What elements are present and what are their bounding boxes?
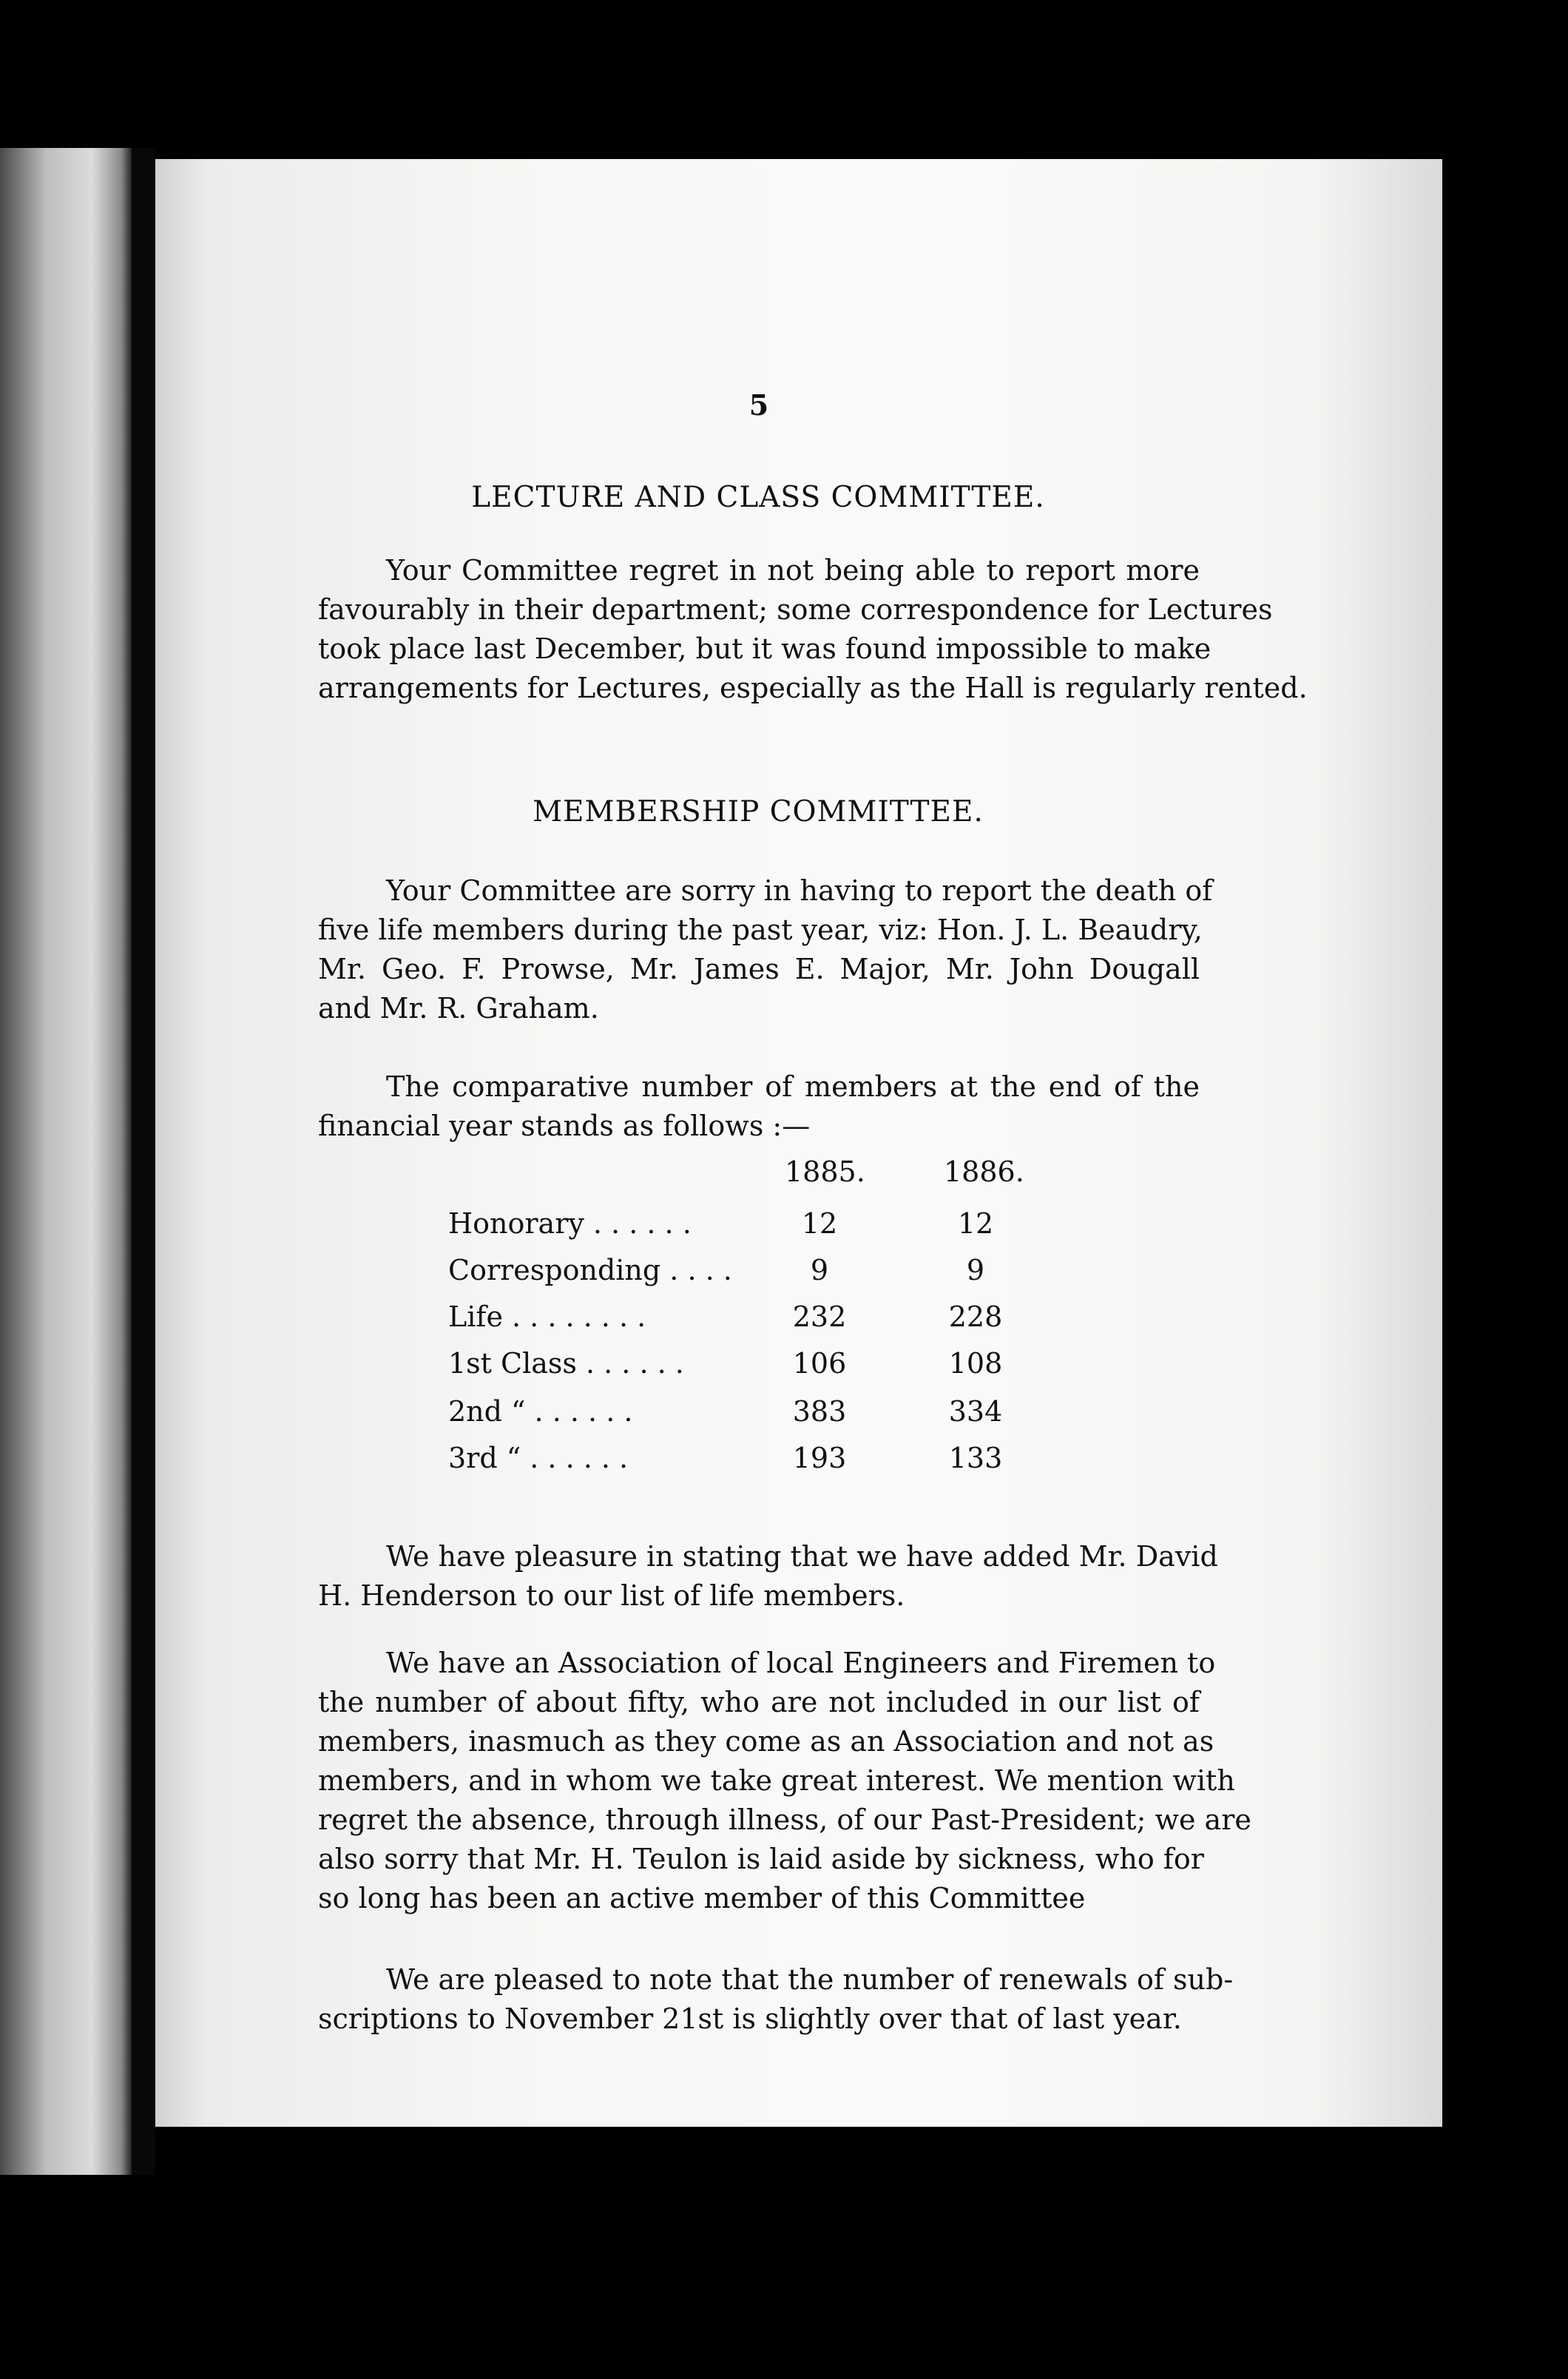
paragraph-line: Your Committee are sorry in having to report the death of: [386, 874, 1213, 907]
page-number: 5: [748, 388, 769, 422]
lecture-heading: LECTURE AND CLASS COMMITTEE.: [471, 481, 1045, 514]
paragraph-line: members, inasmuch as they come as an Association and not as: [318, 1725, 1214, 1758]
paragraph-line: five life members during the past year, viz: Hon. J. L. Beaudry,: [318, 914, 1203, 946]
table-row: [448, 1442, 1114, 1486]
table-row: [448, 1254, 1114, 1298]
row-label: 3rd “ . . . . . .: [448, 1442, 629, 1474]
paragraph-line: regret the absence, through illness, of our Past-President; we are: [318, 1803, 1251, 1836]
paragraph-line: and Mr. R. Graham.: [318, 992, 599, 1025]
paragraph-line: We have an Association of local Engineers and Firemen to: [386, 1647, 1216, 1679]
renewals-paragraph: [318, 1960, 1234, 2039]
association-paragraph: [318, 1644, 1251, 1918]
members-table: [448, 1155, 1114, 1481]
value-1886: 228: [948, 1300, 1003, 1333]
paragraph-line: took place last December, but it was found impossible to make: [318, 632, 1212, 665]
row-label: Life . . . . . . . .: [448, 1300, 646, 1333]
lecture-paragraph: [318, 551, 1308, 708]
row-label: Corresponding . . . .: [448, 1254, 732, 1286]
table-header-1886: 1886.: [944, 1155, 1024, 1188]
membership-heading: MEMBERSHIP COMMITTEE.: [533, 795, 984, 829]
value-1886: 334: [948, 1395, 1003, 1428]
value-1886: 12: [957, 1207, 994, 1240]
value-1886: 133: [948, 1442, 1003, 1474]
paragraph-line: The comparative number of members at the end of the: [386, 1070, 1200, 1103]
value-1885: 232: [792, 1300, 847, 1333]
table-row: [448, 1300, 1114, 1345]
comparative-paragraph: [318, 1067, 1200, 1146]
value-1885: 383: [792, 1395, 847, 1428]
value-1885: 12: [801, 1207, 838, 1240]
paragraph-line: arrangements for Lectures, especially as the Hall is regularly rented.: [318, 672, 1308, 704]
paragraph-line: financial year stands as follows :—: [318, 1110, 811, 1142]
book-spine: [132, 148, 155, 2175]
row-label: 1st Class . . . . . .: [448, 1347, 684, 1380]
value-1885: 106: [792, 1347, 847, 1380]
value-1885: 193: [792, 1442, 847, 1474]
paragraph-line: We have pleasure in stating that we have added Mr. David: [386, 1540, 1218, 1573]
membership-paragraph: [318, 871, 1213, 1028]
paragraph-line: We are pleased to note that the number of renewals of sub-: [386, 1963, 1234, 1996]
paragraph-line: scriptions to November 21st is slightly over that of last year.: [318, 2002, 1182, 2035]
paragraph-line: Your Committee regret in not being able to report more: [386, 554, 1200, 587]
table-row: [448, 1207, 1114, 1252]
row-label: Honorary . . . . . .: [448, 1207, 692, 1240]
table-row: [448, 1347, 1114, 1391]
value-1885: 9: [810, 1254, 829, 1286]
facing-page-edge: [0, 148, 132, 2175]
paragraph-line: favourably in their department; some correspondence for Lectures: [318, 593, 1273, 626]
table-header-1885: 1885.: [785, 1155, 865, 1188]
table-row: [448, 1395, 1114, 1440]
value-1886: 108: [948, 1347, 1003, 1380]
paragraph-line: so long has been an active member of this Committee: [318, 1882, 1086, 1914]
paragraph-line: members, and in whom we take great interest. We mention with: [318, 1764, 1235, 1797]
paragraph-line: Mr. Geo. F. Prowse, Mr. James E. Major, Mr. John Dougall: [318, 953, 1200, 985]
paragraph-line: also sorry that Mr. H. Teulon is laid aside by sickness, who for: [318, 1843, 1204, 1875]
henderson-paragraph: [318, 1537, 1218, 1616]
paragraph-line: H. Henderson to our list of life members.: [318, 1579, 905, 1612]
value-1886: 9: [966, 1254, 985, 1286]
paragraph-line: the number of about fifty, who are not included in our list of: [318, 1686, 1200, 1718]
row-label: 2nd “ . . . . . .: [448, 1395, 633, 1428]
